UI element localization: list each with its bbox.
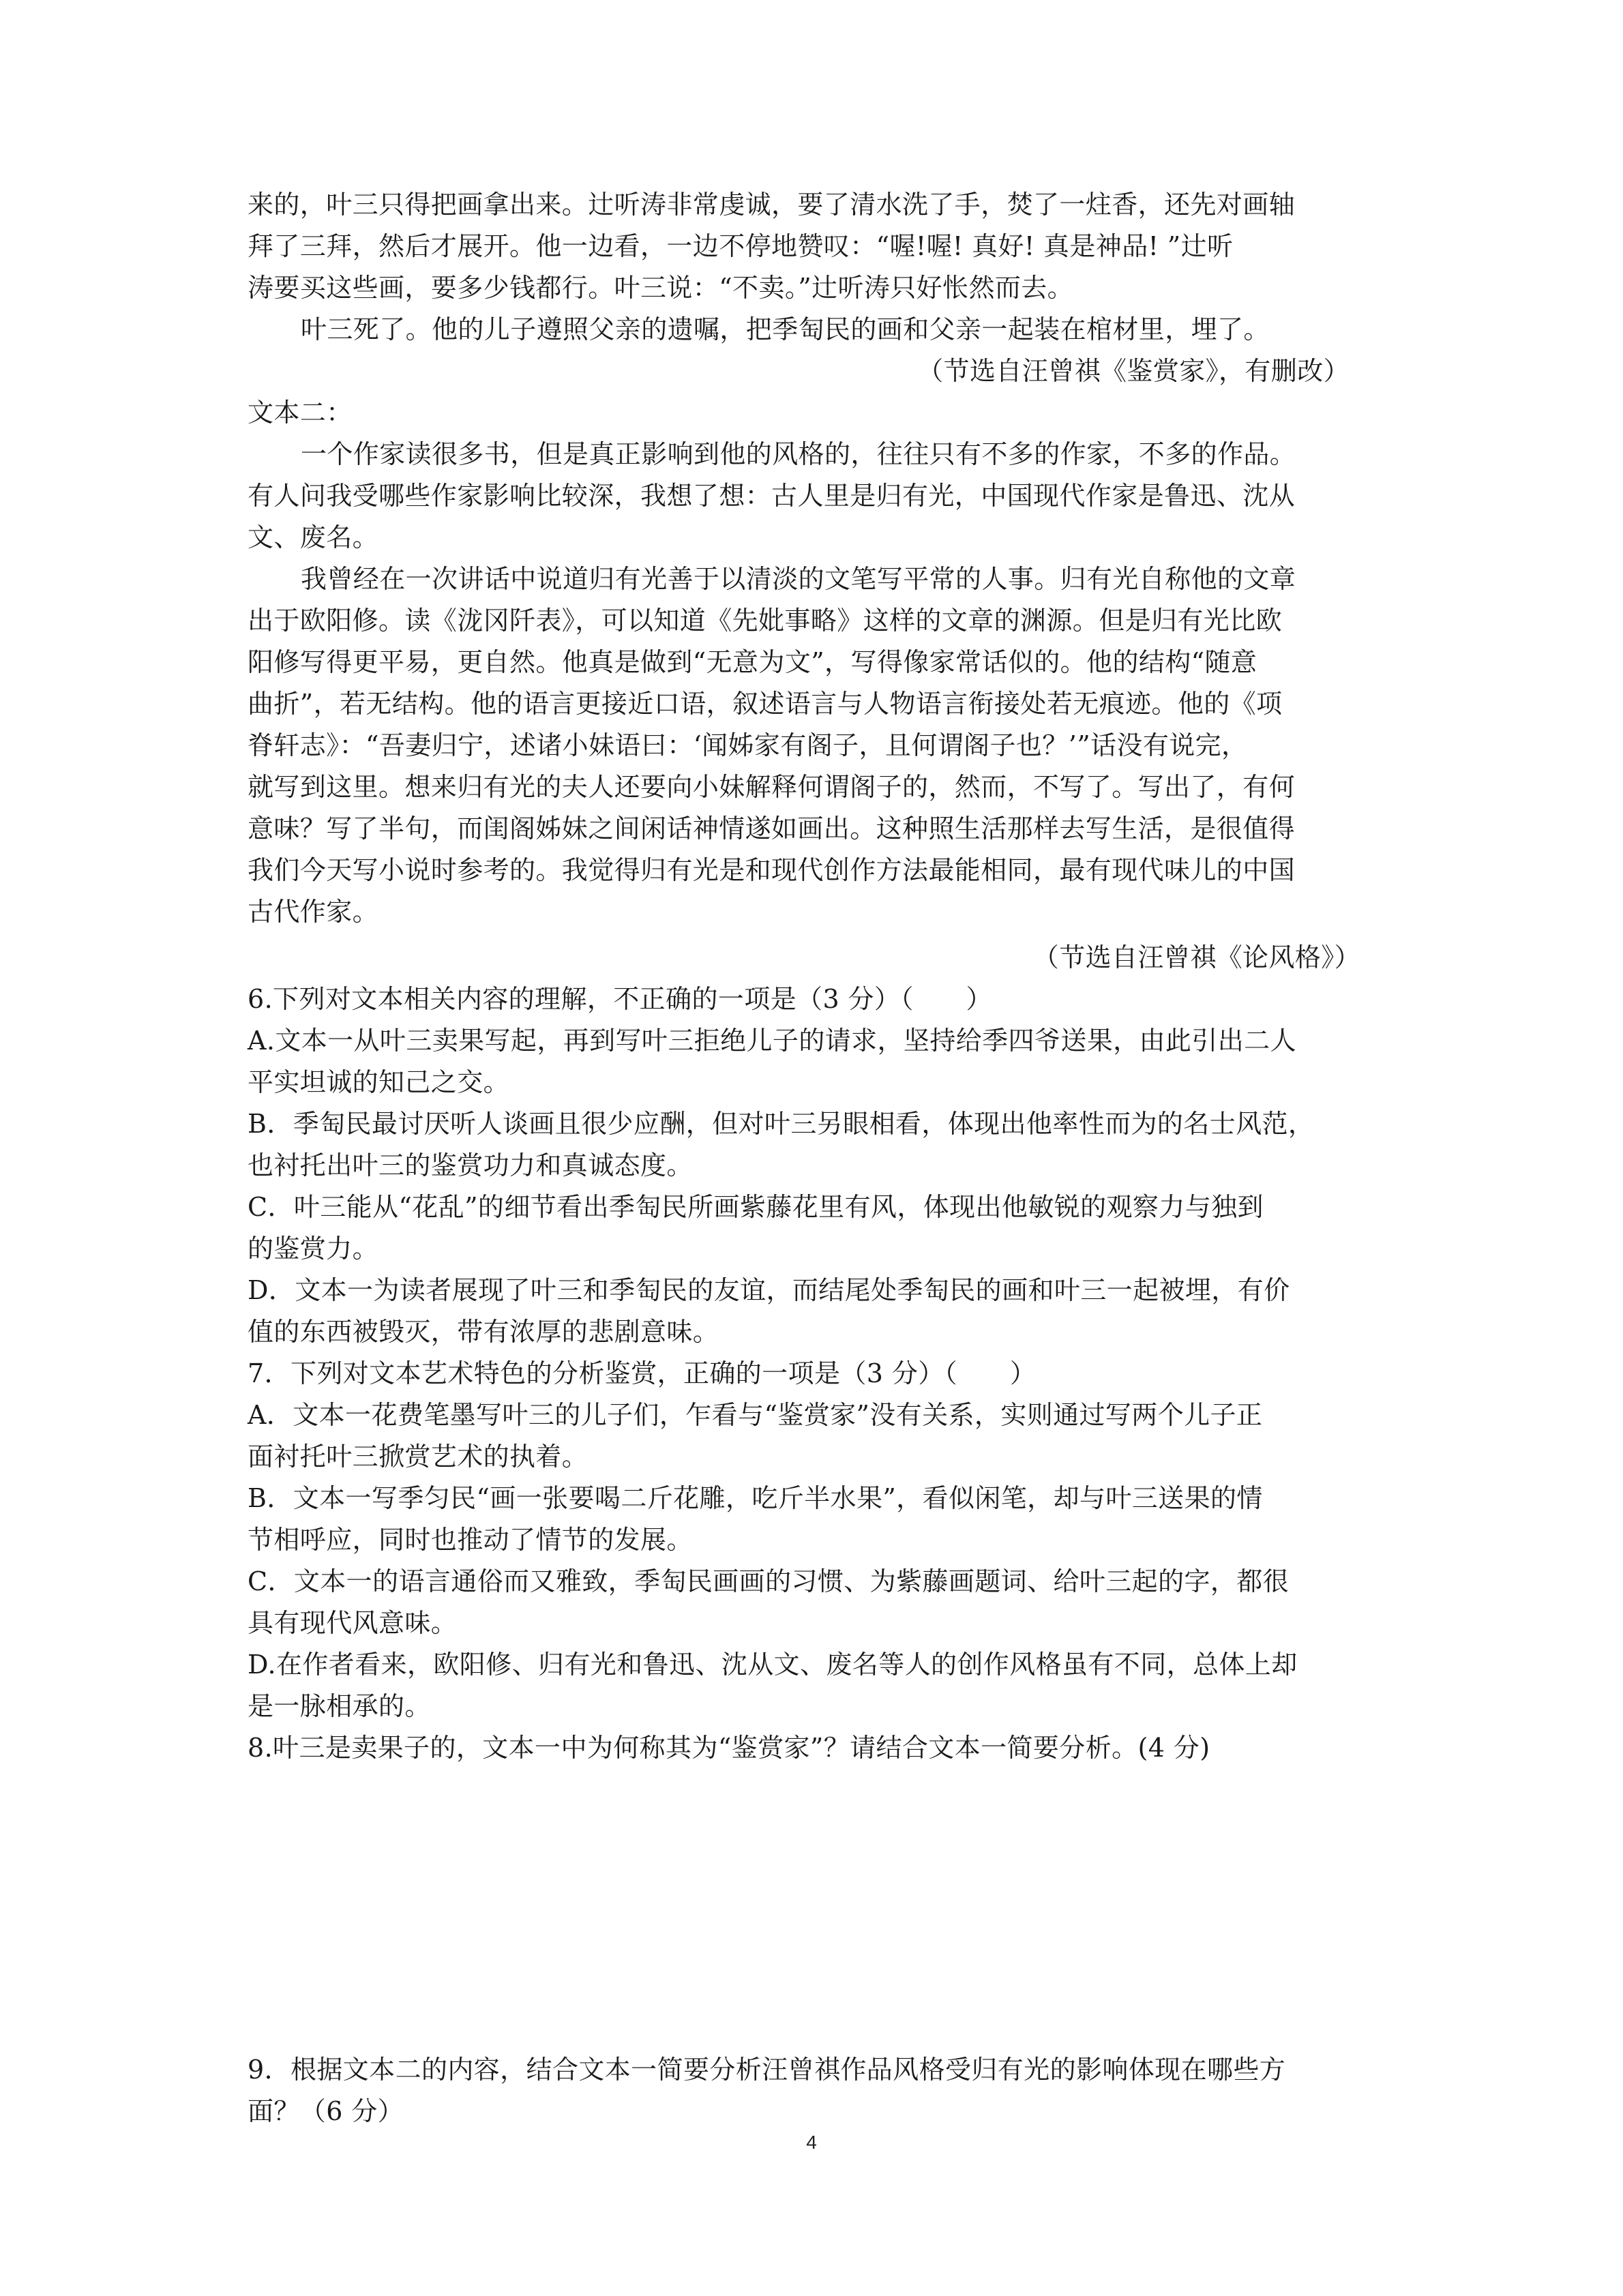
exam-page-body	[248, 184, 1366, 2132]
option-d: D．文本一为读者展现了叶三和季匋民的友谊，而结尾处季匋民的画和叶三一起被埋，有价	[248, 1275, 1290, 1305]
question-8	[248, 1727, 1366, 2049]
text-one-continuation	[248, 184, 1366, 392]
option-a: A．文本一花费笔墨写叶三的儿子们，乍看与“鉴赏家”没有关系，实则通过写两个儿子正	[248, 1400, 1263, 1430]
option-c: C．文本一的语言通俗而又雅致，季匋民画画的习惯、为紫藤画题词、给叶三起的字，都很	[248, 1566, 1290, 1596]
text-two-heading: 文本二：	[248, 398, 353, 428]
page-number: 4	[806, 2132, 817, 2153]
question-stem: 9．根据文本二的内容，结合文本一简要分析汪曾祺作品风格受归有光的影响体现在哪些方	[248, 2055, 1286, 2085]
option-a-continued: 平实坦诚的知己之交。	[248, 1067, 510, 1097]
text-two-section	[248, 392, 1366, 979]
paragraph-line: 涛要买这些画，要多少钱都行。叶三说：“不卖。”辻听涛只好怅然而去。	[248, 273, 1074, 303]
paragraph-line: 拜了三拜，然后才展开。他一边看，一边不停地赞叹：“喔!喔! 真好! 真是神品! ”辻听	[248, 231, 1234, 261]
option-d: D.在作者看来，欧阳修、归有光和鲁迅、沈从文、废名等人的创作风格虽有不同，总体上却	[248, 1650, 1298, 1680]
paragraph-line: 阳修写得更平易，更自然。他真是做到“无意为文”，写得像家常话似的。他的结构“随意	[248, 647, 1257, 677]
text-one-source: （节选自汪曾祺《鉴赏家》，有删改）	[917, 356, 1350, 386]
paragraph-line: 我曾经在一次讲话中说道归有光善于以清淡的文笔写平常的人事。归有光自称他的文章	[301, 564, 1296, 594]
paragraph-line: 来的，叶三只得把画拿出来。辻听涛非常虔诚，要了清水洗了手，焚了一炷香，还先对画轴	[248, 190, 1296, 220]
question-6	[248, 979, 1366, 1353]
option-c-continued: 的鉴赏力。	[248, 1234, 379, 1264]
paragraph-line: 我们今天写小说时参考的。我觉得归有光是和现代创作方法最能相同，最有现代味儿的中国	[248, 855, 1296, 885]
question-stem: 8.叶三是卖果子的，文本一中为何称其为“鉴赏家”？请结合文本一简要分析。(4 分)	[248, 1733, 1210, 1763]
question-9	[248, 2049, 1366, 2132]
text-two-source: （节选自汪曾祺《论风格》）	[1032, 942, 1360, 972]
option-c-continued: 具有现代风意味。	[248, 1608, 458, 1638]
question-stem: 7．下列对文本艺术特色的分析鉴赏，正确的一项是（3 分）（ ）	[248, 1358, 1037, 1388]
option-d-continued: 值的东西被毁灭，带有浓厚的悲剧意味。	[248, 1317, 719, 1347]
option-d-continued: 是一脉相承的。	[248, 1691, 431, 1721]
paragraph-line: 脊轩志》：“吾妻归宁，述诸小妹语曰：‘闻姊家有阁子，且何谓阁子也？’”话没有说完，	[248, 730, 1248, 760]
paragraph-line: 古代作家。	[248, 897, 379, 927]
paragraph-line: 意味？写了半句，而闺阁姊妹之间闲话神情遂如画出。这种照生活那样去写生活，是很值得	[248, 814, 1296, 844]
option-a-continued: 面衬托叶三掀赏艺术的执着。	[248, 1442, 589, 1472]
option-b: B．季匋民最讨厌听人谈画且很少应酬，但对叶三另眼相看，体现出他率性而为的名士风范，	[248, 1109, 1315, 1139]
option-b: B．文本一写季匀民“画一张要喝二斤花雕，吃斤半水果”，看似闲笔，却与叶三送果的情	[248, 1483, 1263, 1513]
question-7	[248, 1353, 1366, 1727]
option-b-continued: 也衬托出叶三的鉴赏功力和真诚态度。	[248, 1150, 693, 1180]
paragraph-line: 一个作家读很多书，但是真正影响到他的风格的，往往只有不多的作家，不多的作品。	[301, 439, 1296, 469]
paragraph-line: 曲折”，若无结构。他的语言更接近口语，叙述语言与人物语言衔接处若无痕迹。他的《项	[248, 689, 1283, 719]
option-c: C．叶三能从“花乱”的细节看出季匋民所画紫藤花里有风，体现出他敏锐的观察力与独到	[248, 1192, 1264, 1222]
final-paragraph: 叶三死了。他的儿子遵照父亲的遗嘱，把季匋民的画和父亲一起装在棺材里，埋了。	[301, 314, 1270, 344]
paragraph-line: 有人问我受哪些作家影响比较深，我想了想：古人里是归有光，中国现代作家是鲁迅、沈从	[248, 481, 1296, 511]
option-a: A.文本一从叶三卖果写起，再到写叶三拒绝儿子的请求，坚持给季四爷送果，由此引出二人	[248, 1026, 1296, 1056]
paragraph-line: 就写到这里。想来归有光的夫人还要向小妹解释何谓阁子的，然而，不写了。写出了，有何	[248, 772, 1296, 802]
paragraph-line: 出于欧阳修。读《泷冈阡表》，可以知道《先妣事略》这样的文章的渊源。但是归有光比欧	[248, 606, 1283, 636]
paragraph-line: 文、废名。	[248, 522, 379, 552]
option-b-continued: 节相呼应，同时也推动了情节的发展。	[248, 1525, 693, 1555]
question-stem: 6.下列对文本相关内容的理解，不正确的一项是（3 分）（ ）	[248, 984, 992, 1014]
answer-space	[248, 1769, 1366, 2049]
question-stem-continued: 面？（6 分）	[248, 2096, 404, 2126]
